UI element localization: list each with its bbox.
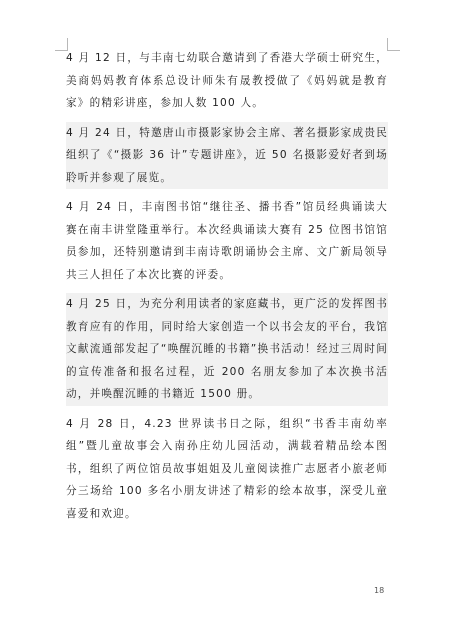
paragraph-4: 4 月 25 日，为充分利用读者的家庭藏书，更广泛的发挥图书教育应有的作用，同时给大家创造一个以书会友的平台，我馆文献流通部发起了“唤醒沉睡的书籍”换书活动！经过三周时间的宣传准备和报名过程，近 200 名朋友参加了本次换书活动，并唤醒沉睡的书籍近 1500 册。 — [66, 293, 388, 406]
body-text — [66, 47, 388, 532]
page-number: 18 — [374, 586, 385, 595]
paragraph-2: 4 月 24 日，特邀唐山市摄影家协会主席、著名摄影家成贵民组织了《“摄影 36 计”专题讲座》，近 50 名摄影爱好者到场聆听并参观了展览。 — [66, 122, 388, 190]
paragraph-1: 4 月 12 日，与丰南七幼联合邀请到了香港大学硕士研究生，美商妈妈教育体系总设计师朱有晟教授做了《妈妈就是教育家》的精彩讲座，参加人数 100 人。 — [66, 52, 388, 109]
crop-mark-top-right — [387, 38, 400, 51]
paragraph-5: 4 月 28 日，4.23 世界读书日之际，组织“书香丰南幼率组”暨儿童故事会入南孙庄幼儿园活动，满载着精品绘本图书，组织了两位馆员故事姐姐及儿童阅读推广志愿者小旅老师分三场给 100 多名小朋友讲述了精彩的绘本故事，深受儿童喜爱和欢迎。 — [66, 417, 388, 520]
paragraph-3: 4 月 24 日，丰南图书馆“继往圣、播书香”馆员经典诵读大赛在南丰讲堂隆重举行。本次经典诵读大赛有 25 位图书馆馆员参加，还特别邀请到丰南诗歌朗诵协会主席、文广新局领导共三人担任了本次比赛的评委。 — [66, 201, 388, 281]
